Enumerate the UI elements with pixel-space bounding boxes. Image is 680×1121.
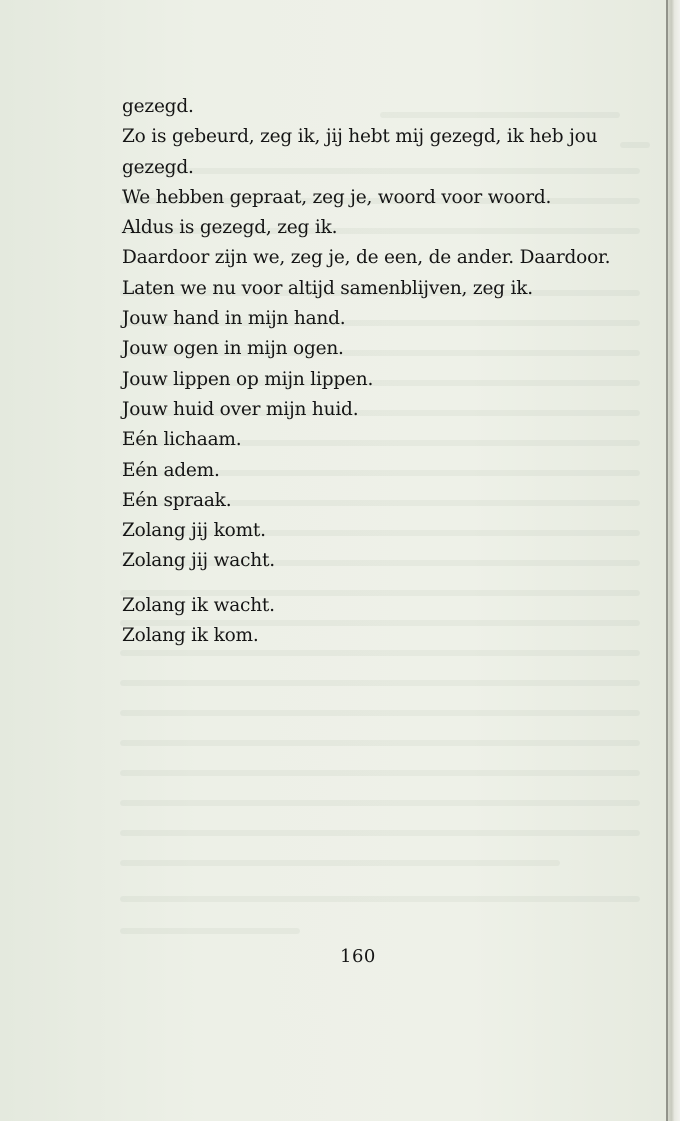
poem-closing-line: Zolang ik wacht. [122,594,275,616]
poem-line: Jouw huid over mijn huid. [122,398,359,420]
stanza-break [122,577,622,591]
page-number: 160 [340,946,376,967]
poem-line: Jouw hand in mijn hand. [122,308,346,330]
poem-line: gezegd. [122,156,194,178]
page-edge-shadow [666,0,668,1121]
poem-line: Eén adem. [122,459,220,481]
poem-line: Aldus is gezegd, zeg ik. [122,217,338,239]
poem-line: Jouw lippen op mijn lippen. [122,368,374,390]
poem-closing-line: Zolang ik kom. [122,625,259,647]
poem-line: Jouw ogen in mijn ogen. [122,338,344,360]
poem-line: Zolang jij wacht. [122,550,275,572]
poem-line: Eén spraak. [122,489,232,511]
poem-line: gezegd. [122,96,194,117]
poem-line: We hebben gepraat, zeg je, woord voor woord. [122,186,552,208]
poem-line: Laten we nu voor altijd samenblijven, zeg ik. [122,277,533,299]
poem-text [122,92,622,651]
poem-line: Zo is gebeurd, zeg ik, jij hebt mij gezegd, ik heb jou [122,126,598,148]
poem-line: Daardoor zijn we, zeg je, de een, de ander. Daardoor. [122,247,611,269]
page-edge [666,0,680,1121]
poem-line: Zolang jij komt. [122,520,266,542]
poem-line: Eén lichaam. [122,429,242,451]
